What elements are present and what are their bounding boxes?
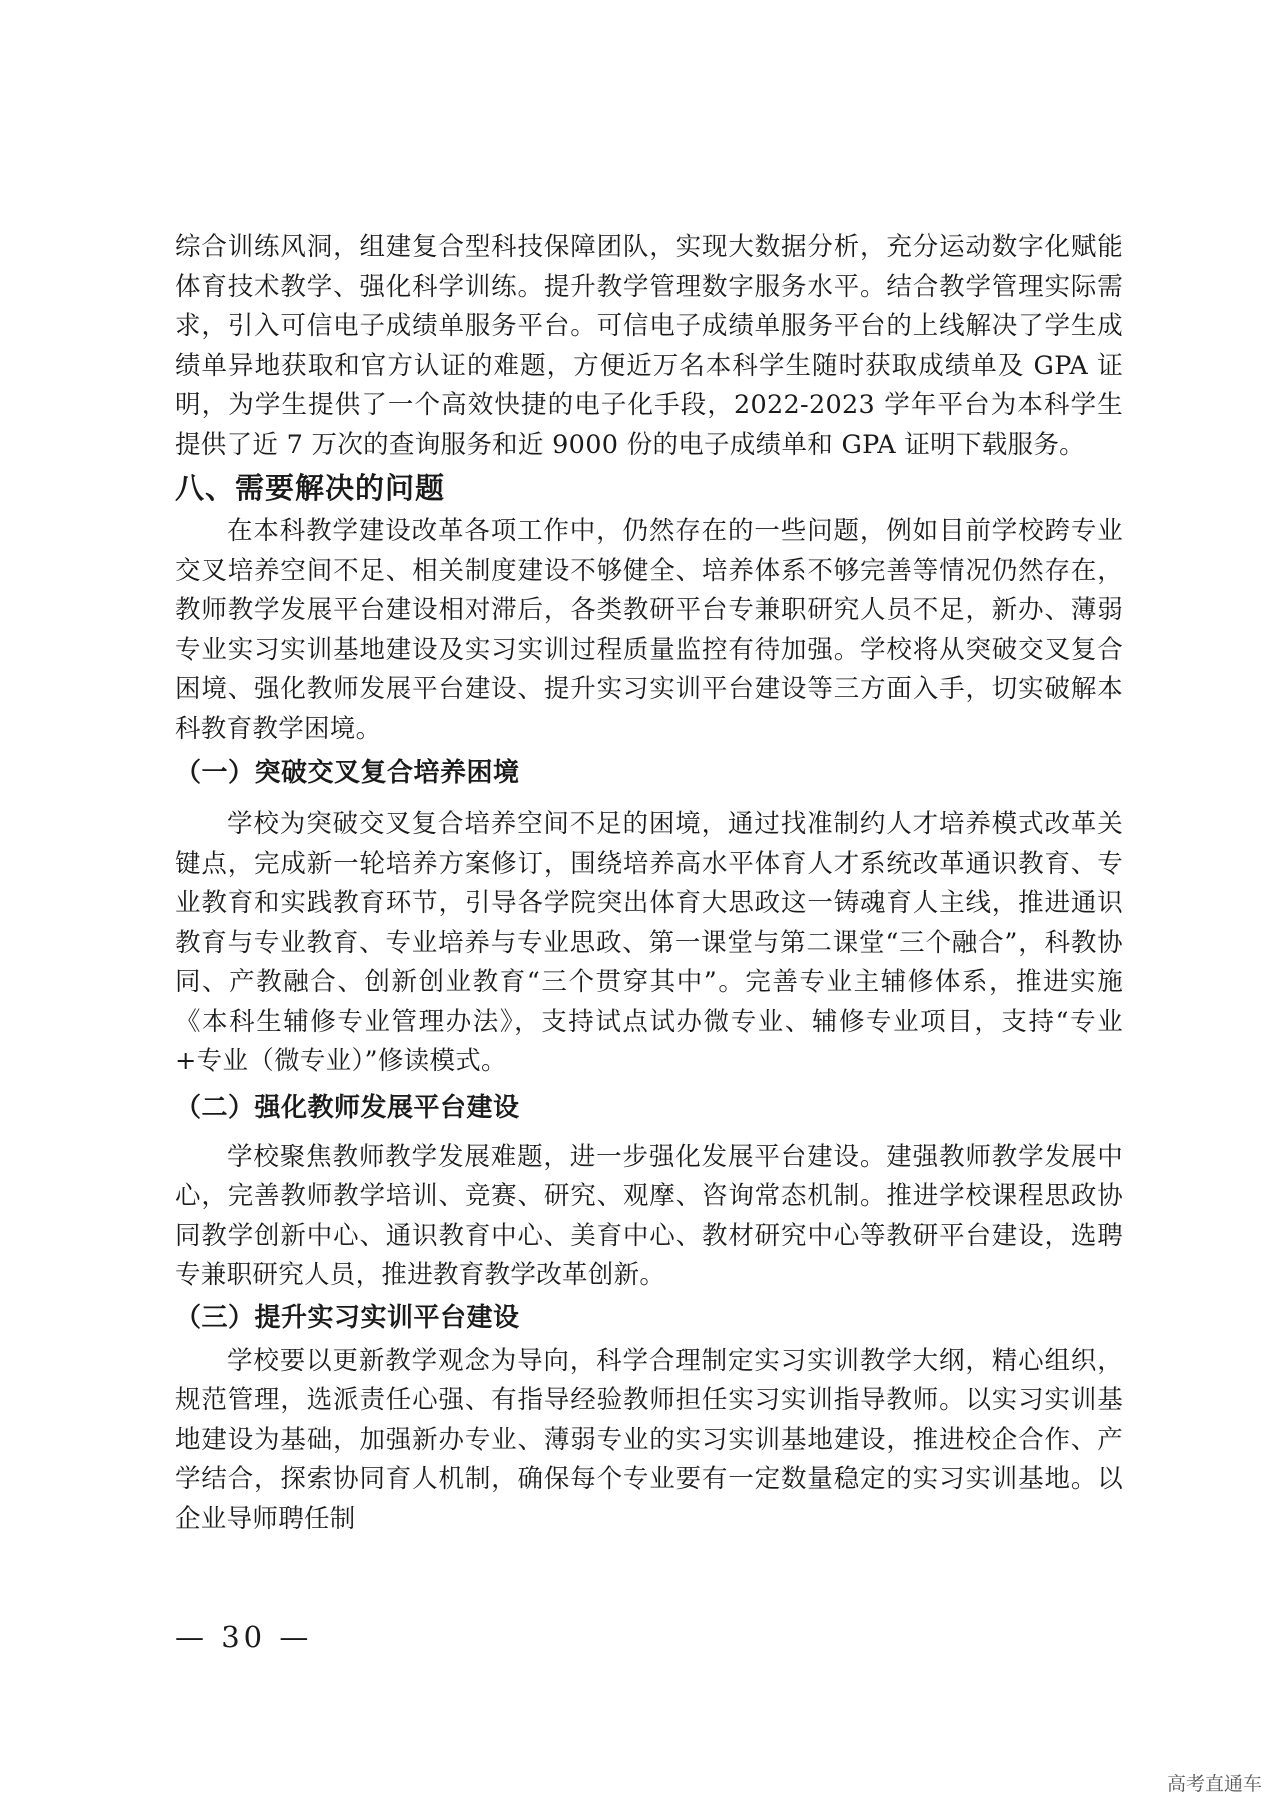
subsection-heading-3: （三）提升实习实训平台建设 (175, 1302, 520, 1333)
paragraph-teacher-platform: 学校聚焦教师教学发展难题，进一步强化发展平台建设。建强教师教学发展中心，完善教师教学培训、竞赛、研究、观摩、咨询常态机制。推进学校课程思政协同教学创新中心、通识教育中心、美育中心、教材研究中心等教研平台建设，选聘专兼职研究人员，推进教育教学改革创新。 (175, 1141, 1123, 1290)
document-page (175, 228, 1123, 1539)
subsection-heading-2: （二）强化教师发展平台建设 (175, 1092, 520, 1123)
section-heading: 八、需要解决的问题 (175, 471, 446, 505)
paragraph-internship-platform: 学校要以更新教学观念为导向，科学合理制定实习实训教学大纲，精心组织，规范管理，选派责任心强、有指导经验教师担任实习实训指导教师。以实习实训基地建设为基础，加强新办专业、薄弱专业的实习实训基地建设，推进校企合作、产学结合，探索协同育人机制，确保每个专业要有一定数量稳定的实习实训基地。以企业导师聘任制 (175, 1345, 1123, 1534)
paragraph-continued: 综合训练风洞，组建复合型科技保障团队，实现大数据分析，充分运动数字化赋能体育技术教学、强化科学训练。提升教学管理数字服务水平。结合教学管理实际需求，引入可信电子成绩单服务平台。可信电子成绩单服务平台的上线解决了学生成绩单异地获取和官方认证的难题，方便近万名本科学生随时获取成绩单及 GPA 证明，为学生提供了一个高效快捷的电子化手段，2022-2023 学年平台为本科学生提供了近 7 万次的查询服务和近 9000 份的电子成绩单和 GPA 证明下载服务。 (175, 232, 1123, 460)
watermark-text: 高考直通车 (1166, 1773, 1262, 1795)
page-number: — 30 — (175, 1620, 313, 1654)
paragraph-cross-training: 学校为突破交叉复合培养空间不足的困境，通过找准制约人才培养模式改革关键点，完成新一轮培养方案修订，围绕培养高水平体育人才系统改革通识教育、专业教育和实践教育环节，引导各学院突出体育大思政这一铸魂育人主线，推进通识教育与专业教育、专业培养与专业思政、第一课堂与第二课堂“三个融合”，科教协同、产教融合、创新创业教育“三个贯穿其中”。完善专业主辅修体系，推进实施《本科生辅修专业管理办法》，支持试点试办微专业、辅修专业项目，支持“专业+专业（微专业）”修读模式。 (175, 809, 1123, 1076)
subsection-heading-1: （一）突破交叉复合培养困境 (175, 758, 520, 788)
paragraph-problems-intro: 在本科教学建设改革各项工作中，仍然存在的一些问题，例如目前学校跨专业交叉培养空间不足、相关制度建设不够健全、培养体系不够完善等情况仍然存在，教师教学发展平台建设相对滞后，各类教研平台专兼职研究人员不足，新办、薄弱专业实习实训基地建设及实习实训过程质量监控有待加强。学校将从突破交叉复合困境、强化教师发展平台建设、提升实习实训平台建设等三方面入手，切实破解本科教育教学困境。 (175, 516, 1123, 744)
